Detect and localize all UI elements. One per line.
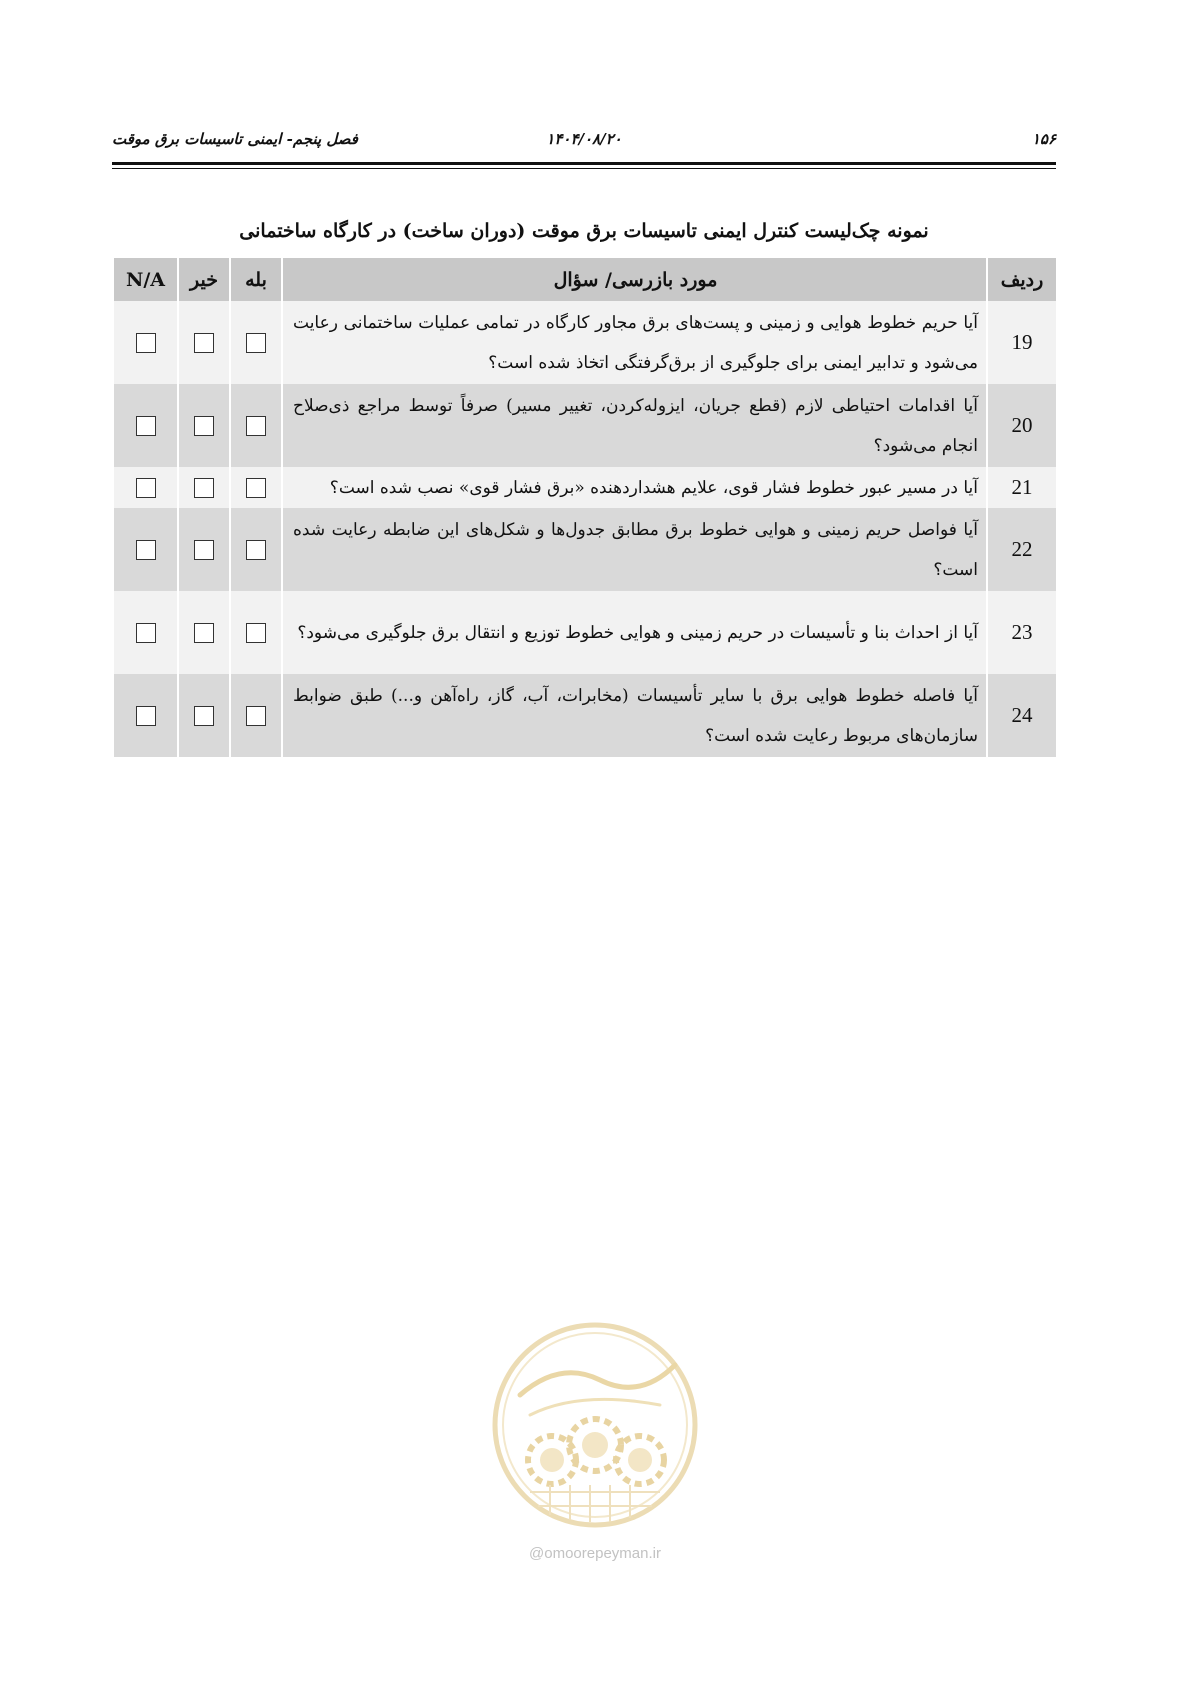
no-checkbox[interactable]	[194, 478, 214, 498]
chapter-title: فصل پنجم- ایمنی تاسیسات برق موقت	[112, 130, 358, 148]
table-row	[114, 467, 1056, 508]
watermark-logo	[490, 1320, 700, 1530]
row-number: 23	[1011, 620, 1033, 644]
row-number: 19	[1011, 330, 1033, 354]
yes-checkbox[interactable]	[246, 333, 266, 353]
question-text: آیا فواصل حریم زمینی و هوایی خطوط برق مطابق جدول‌ها و شکل‌های این ضابطه رعایت شده است؟	[293, 519, 978, 580]
page-header	[112, 130, 1056, 154]
question-text: آیا از احداث بنا و تأسیسات در حریم زمینی و هوایی خطوط توزیع و انتقال برق جلوگیری می‌شود؟	[297, 622, 978, 643]
page-number: ۱۵۶	[1031, 130, 1056, 148]
header-na: N/A	[125, 268, 166, 291]
question-text: آیا اقدامات احتیاطی لازم (قطع جریان، ایزوله‌کردن، تغییر مسیر) صرفاً توسط مراجع ذی‌صلاح انجام می‌شود؟	[293, 395, 978, 456]
no-checkbox[interactable]	[194, 333, 214, 353]
row-number: 24	[1011, 703, 1033, 727]
header-date: ۱۴۰۴/۰۸/۲۰	[546, 130, 622, 148]
na-checkbox[interactable]	[136, 706, 156, 726]
yes-checkbox[interactable]	[246, 706, 266, 726]
yes-checkbox[interactable]	[246, 540, 266, 560]
table-row	[114, 591, 1056, 674]
no-checkbox[interactable]	[194, 416, 214, 436]
header-question: مورد بازرسی/ سؤال	[281, 258, 988, 301]
yes-checkbox[interactable]	[246, 623, 266, 643]
table-row	[114, 508, 1056, 591]
no-checkbox[interactable]	[194, 623, 214, 643]
row-number: 22	[1011, 537, 1033, 561]
header-no: خیر	[177, 258, 229, 301]
row-number: 20	[1011, 413, 1033, 437]
no-checkbox[interactable]	[194, 706, 214, 726]
na-checkbox[interactable]	[136, 333, 156, 353]
header-rule-thick	[112, 162, 1056, 165]
watermark-url: @omoorepeyman.ir	[529, 1545, 661, 1562]
header-rule-thin	[112, 168, 1056, 169]
question-text: آیا فاصله خطوط هوایی برق با سایر تأسیسات (مخابرات، آب، گاز، راه‌آهن و...) طبق ضوابط سازمان‌های مربوط رعایت شده است؟	[293, 685, 978, 746]
header-row-no: ردیف	[1000, 268, 1044, 291]
na-checkbox[interactable]	[136, 416, 156, 436]
checklist-title: نمونه چک‌لیست کنترل ایمنی تاسیسات برق موقت (دوران ساخت) در کارگاه ساختمانی	[239, 220, 929, 242]
question-text: آیا در مسیر عبور خطوط فشار قوی، علایم هشداردهنده «برق فشار قوی» نصب شده است؟	[329, 477, 978, 498]
table-row	[114, 301, 1056, 384]
no-checkbox[interactable]	[194, 540, 214, 560]
yes-checkbox[interactable]	[246, 478, 266, 498]
question-text: آیا حریم خطوط هوایی و زمینی و پست‌های برق مجاور کارگاه در تمامی عملیات ساختمانی رعایت می‌شود و تدابیر ایمنی برای جلوگیری از برق‌گرفتگی اتخاذ شده است؟	[293, 312, 978, 373]
na-checkbox[interactable]	[136, 540, 156, 560]
checklist-table	[114, 258, 1056, 757]
table-row	[114, 674, 1056, 757]
yes-checkbox[interactable]	[246, 416, 266, 436]
table-header-row	[114, 258, 1056, 301]
na-checkbox[interactable]	[136, 623, 156, 643]
header-yes: بله	[229, 258, 281, 301]
na-checkbox[interactable]	[136, 478, 156, 498]
row-number: 21	[1011, 475, 1033, 499]
table-row	[114, 384, 1056, 467]
